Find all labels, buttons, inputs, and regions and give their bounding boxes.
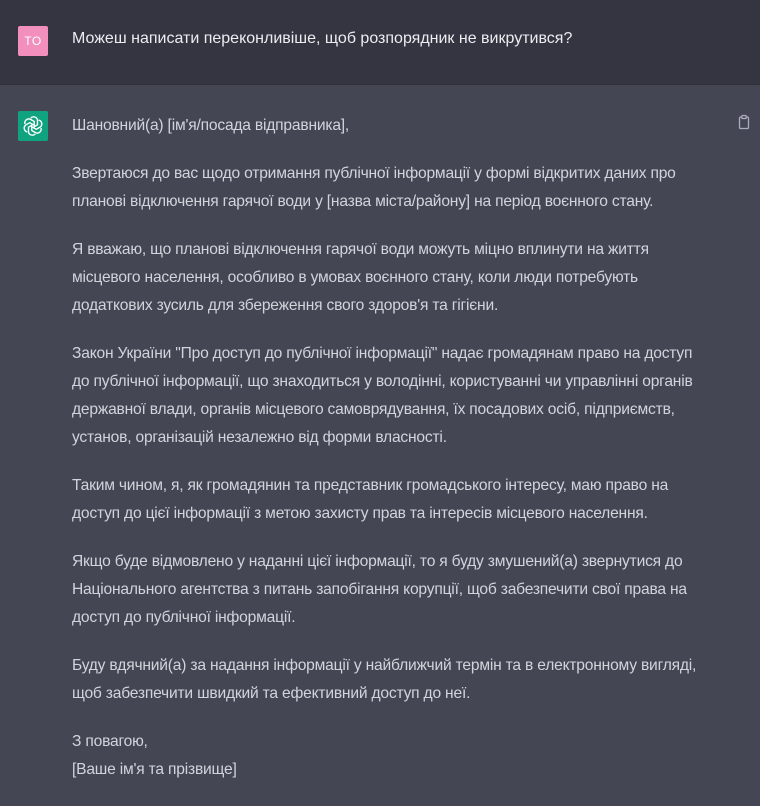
response-line: доступ до публічної інформації. [72,609,296,626]
response-line: З повагою, [72,733,148,750]
response-line: Національного агентства з питань запобігання корупції, щоб забезпечити свої права на [72,581,687,598]
response-paragraph [72,472,734,528]
response-paragraph [72,236,734,320]
response-line: Шановний(а) [ім'я/посада відправника], [72,117,350,134]
response-paragraph [72,340,734,452]
assistant-avatar [18,111,48,141]
response-paragraph [72,652,734,708]
response-line: місцевого населення, особливо в умовах воєнного стану, коли люди потребують [72,269,638,286]
response-paragraph [72,112,734,140]
response-line: Я вважаю, що планові відключення гарячої води можуть міцно вплинути на життя [72,241,649,258]
response-paragraph [72,728,734,784]
response-paragraph [72,160,734,216]
response-line: до публічної інформації, що знаходиться у володінні, користуванні чи управлінні органів [72,373,693,390]
clipboard-icon[interactable] [736,114,752,130]
response-line: державної влади, органів місцевого самоврядування, їх посадових осіб, підприємств, [72,401,675,418]
user-message-text: Можеш написати переконливіше, щоб розпорядник не викрутився? [72,30,573,47]
response-line: додаткових зусиль для збереження свого здоров'я та гігієни. [72,297,499,314]
response-line: Буду вдячний(а) за надання інформації у найближчий термін та в електронному вигляді, [72,657,697,674]
response-line: установ, організацій незалежно від форми власності. [72,429,447,446]
assistant-response [72,112,734,804]
user-message-row [0,0,760,85]
response-line: доступ до цієї інформації з метою захисту прав та інтересів місцевого населення. [72,505,648,522]
response-line: щоб забезпечити швидкий та ефективний доступ до неї. [72,685,471,702]
response-line: Якщо буде відмовлено у наданні цієї інформації, то я буду змушений(а) звернутися до [72,553,683,570]
user-avatar: TO [18,26,48,56]
openai-logo-icon [22,115,44,137]
response-line: [Ваше ім'я та прізвище] [72,761,237,778]
response-paragraph [72,548,734,632]
response-line: Таким чином, я, як громадянин та представник громадського інтересу, маю право на [72,477,669,494]
response-line: Закон України "Про доступ до публічної інформації" надає громадянам право на доступ [72,345,693,362]
assistant-message-row [0,85,760,806]
response-line: Звертаюся до вас щодо отримання публічної інформації у формі відкритих даних про [72,165,676,182]
response-line: планові відключення гарячої води у [назва міста/району] на період воєнного стану. [72,193,654,210]
